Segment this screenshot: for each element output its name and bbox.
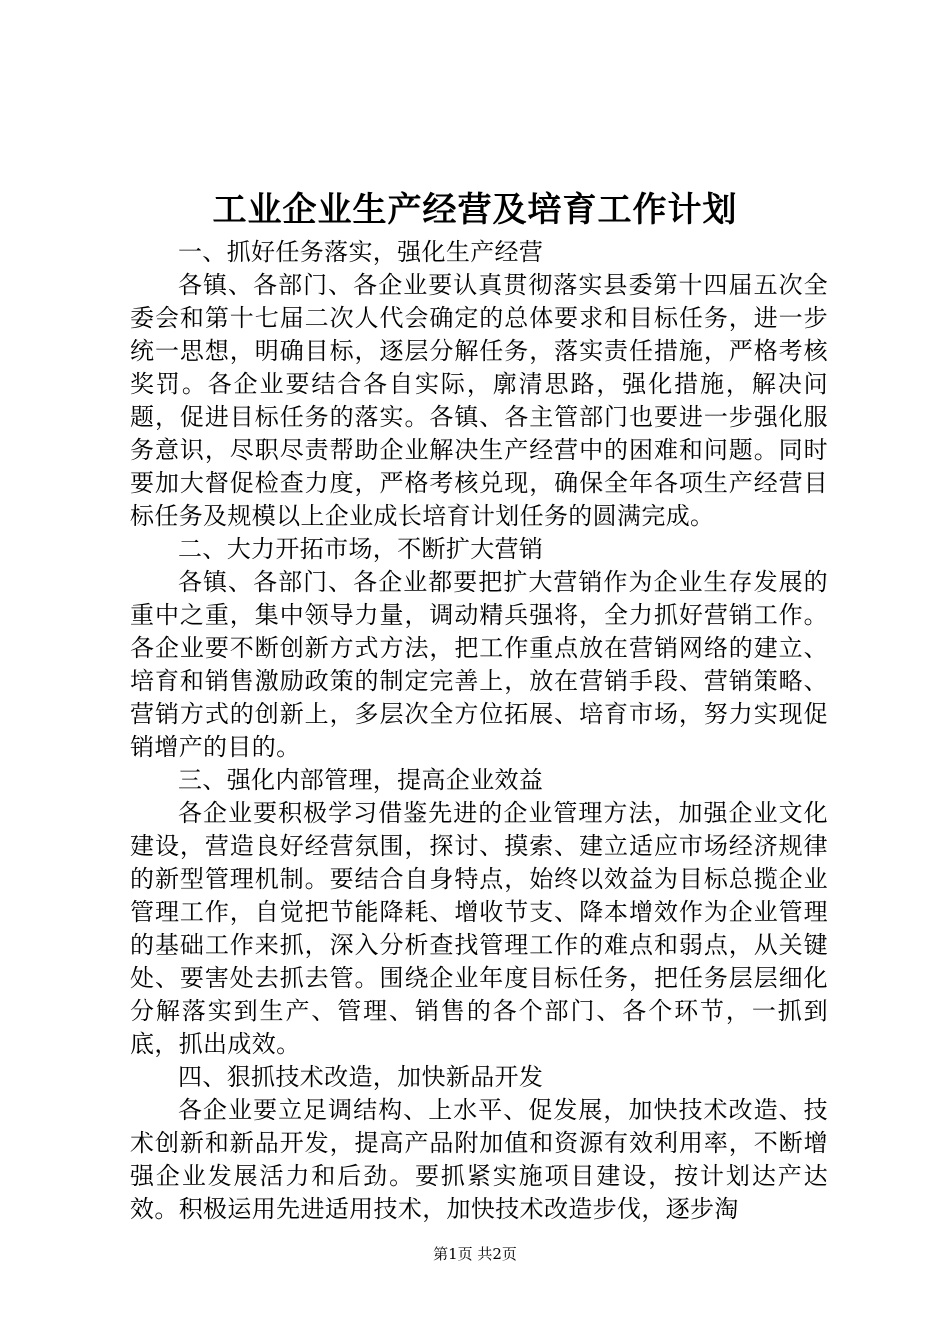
section-paragraph-4: 各企业要立足调结构、上水平、促发展，加快技术改造、技术创新和新品开发，提高产品附加值和资源有效利用率，不断增强企业发展活力和后劲。要抓紧实施项目建设，按计划达产达效。积极运用先进适用技术，加快技术改造步伐，逐步淘 — [130, 1096, 828, 1223]
document-title: 工业企业生产经营及培育工作计划 — [212, 190, 738, 230]
section-heading-1: 一、抓好任务落实，强化生产经营 — [178, 238, 544, 266]
section-paragraph-3: 各企业要积极学习借鉴先进的企业管理方法，加强企业文化建设，营造良好经营氛围，探讨、摸索、建立适应市场经济规律的新型管理机制。要结合自身特点，始终以效益为目标总揽企业管理工作，自觉把节能降耗、增收节支、降本增效作为企业管理的基础工作来抓，深入分析查找管理工作的难点和弱点，从关键处、要害处去抓去管。围绕企业年度目标任务，把任务层层细化分解落实到生产、管理、销售的各个部门、各个环节，一抓到底，抓出成效。 — [130, 799, 828, 1058]
page-number-footer: 第1页 共2页 — [433, 1245, 517, 1263]
section-paragraph-2: 各镇、各部门、各企业都要把扩大营销作为企业生存发展的重中之重，集中领导力量，调动精兵强将，全力抓好营销工作。各企业要不断创新方式方法，把工作重点放在营销网络的建立、培育和销售激励政策的制定完善上，放在营销手段、营销策略、营销方式的创新上，多层次全方位拓展、培育市场，努力实现促销增产的目的。 — [130, 568, 828, 761]
section-heading-3: 三、强化内部管理，提高企业效益 — [178, 766, 544, 794]
section-heading-4: 四、狠抓技术改造，加快新品开发 — [178, 1063, 544, 1091]
section-paragraph-1: 各镇、各部门、各企业要认真贯彻落实县委第十四届五次全委会和第十七届二次人代会确定的总体要求和目标任务，进一步统一思想，明确目标，逐层分解任务，落实责任措施，严格考核奖罚。各企业要结合各自实际，廓清思路，强化措施，解决问题，促进目标任务的落实。各镇、各主管部门也要进一步强化服务意识，尽职尽责帮助企业解决生产经营中的困难和问题。同时要加大督促检查力度，严格考核兑现，确保全年各项生产经营目标任务及规模以上企业成长培育计划任务的圆满完成。 — [130, 271, 828, 530]
section-heading-2: 二、大力开拓市场，不断扩大营销 — [178, 535, 544, 563]
document-body — [130, 236, 828, 1226]
